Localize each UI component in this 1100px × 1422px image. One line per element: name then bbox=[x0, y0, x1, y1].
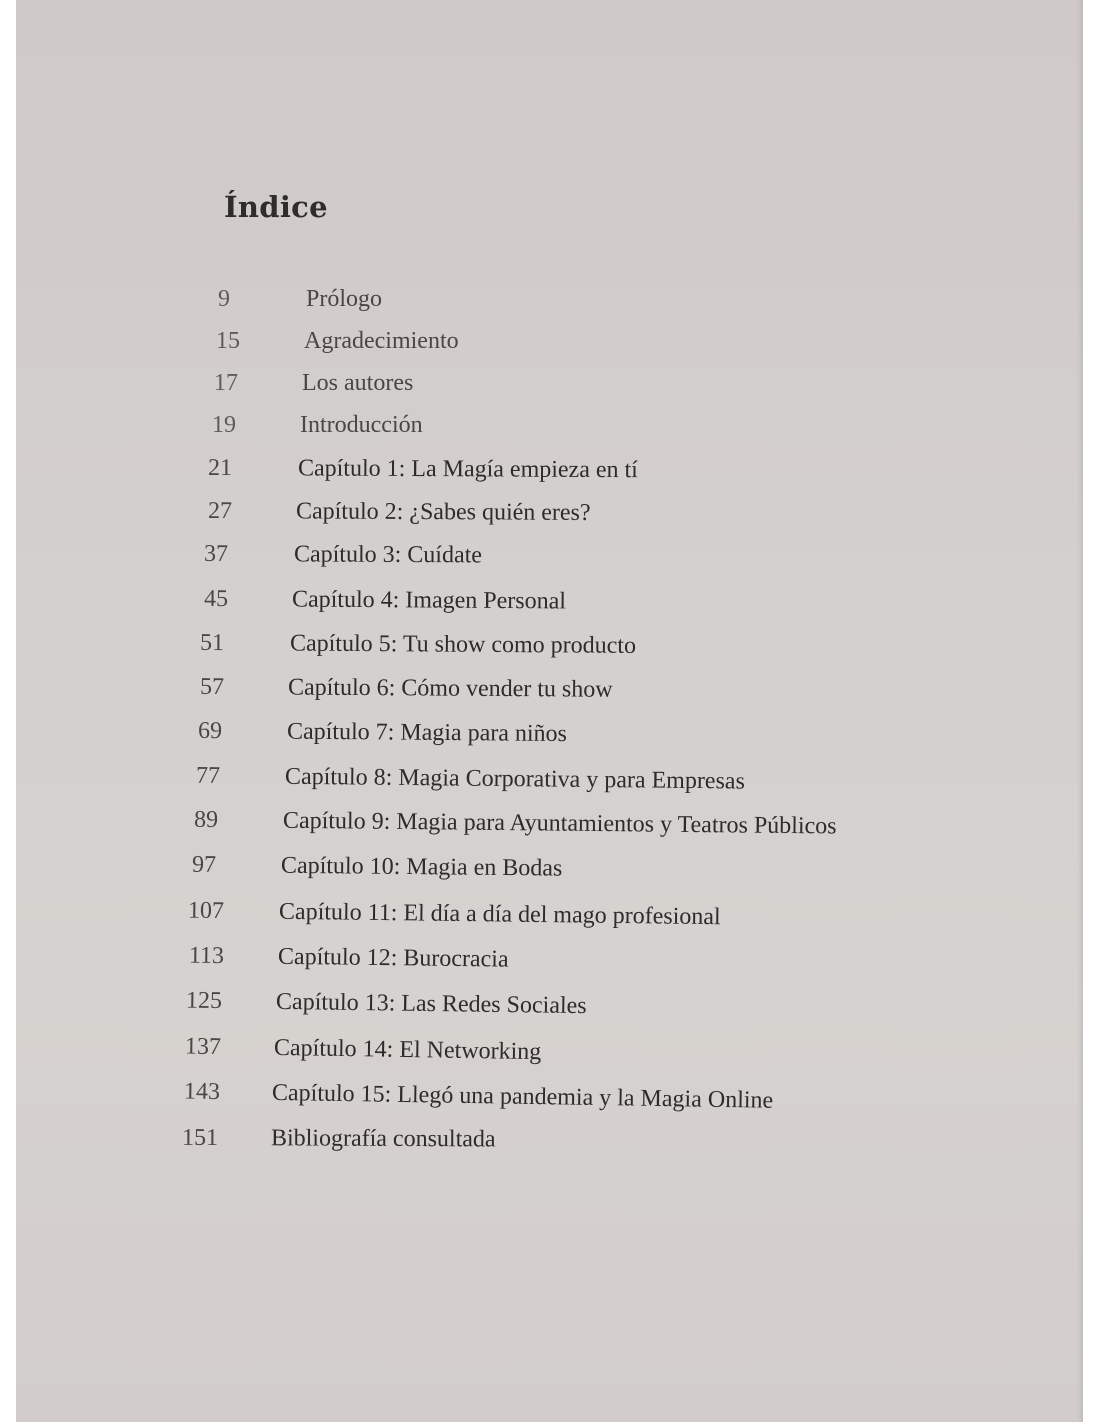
toc-entry bbox=[16, 712, 1083, 757]
toc-page-number: 37 bbox=[203, 540, 229, 568]
toc-page-number: 15 bbox=[216, 328, 240, 354]
toc-entry-title: Capítulo 1: La Magía empieza en tí bbox=[297, 455, 638, 484]
toc-page-number: 107 bbox=[187, 897, 225, 925]
toc-entry bbox=[16, 581, 1083, 624]
toc-entry bbox=[16, 536, 1083, 578]
toc-entry-title: Introducción bbox=[300, 412, 423, 438]
toc-entry-title: Capítulo 2: ¿Sabes quién eres? bbox=[295, 498, 591, 526]
toc-entry bbox=[16, 846, 1083, 893]
toc-entry-title: Capítulo 4: Imagen Personal bbox=[291, 586, 567, 615]
toc-entry bbox=[16, 408, 1083, 444]
toc-page-number: 97 bbox=[191, 851, 217, 878]
toc-page-number: 151 bbox=[181, 1124, 219, 1152]
toc-page-number: 57 bbox=[199, 673, 225, 701]
toc-page-number: 69 bbox=[197, 717, 223, 745]
toc-entry bbox=[16, 801, 1083, 848]
toc-entry bbox=[16, 669, 1083, 712]
toc-entry-title: Capítulo 9: Magia para Ayuntamientos y Teatros Públicos bbox=[282, 807, 837, 840]
toc-page-number: 45 bbox=[203, 585, 229, 613]
toc-page-number: 143 bbox=[183, 1078, 221, 1106]
toc-page-number: 9 bbox=[218, 286, 230, 312]
toc-entry-title: Capítulo 11: El día a día del mago profesional bbox=[278, 898, 721, 931]
toc-entry-title: Capítulo 5: Tu show como producto bbox=[289, 630, 637, 659]
toc-entry bbox=[16, 450, 1083, 492]
toc-entry-title: Capítulo 13: Las Redes Sociales bbox=[275, 988, 587, 1020]
toc-page-number: 27 bbox=[207, 497, 233, 525]
toc-entry-title: Agradecimiento bbox=[304, 328, 459, 354]
toc-entry bbox=[16, 324, 1083, 360]
toc-entry-title: Prólogo bbox=[306, 286, 383, 312]
toc-page-number: 125 bbox=[185, 987, 223, 1015]
toc-entry bbox=[16, 757, 1083, 804]
toc-entry-title: Capítulo 14: El Networking bbox=[273, 1034, 542, 1066]
toc-entry bbox=[16, 282, 1083, 318]
toc-entry-title: Capítulo 3: Cuídate bbox=[293, 541, 483, 569]
toc-entry bbox=[16, 1120, 1083, 1162]
toc-page-number: 19 bbox=[212, 412, 236, 438]
toc-entry bbox=[16, 625, 1083, 668]
toc-entry bbox=[16, 937, 1083, 986]
toc-entry-title: Los autores bbox=[302, 370, 414, 396]
toc-entry-title: Capítulo 10: Magia en Bodas bbox=[280, 852, 563, 882]
book-page bbox=[16, 0, 1083, 1422]
toc-entry bbox=[16, 1072, 1083, 1125]
toc-page-number: 89 bbox=[193, 806, 219, 834]
table-of-contents bbox=[16, 0, 1083, 1422]
toc-page-number: 137 bbox=[184, 1033, 222, 1061]
page-title: Índice bbox=[224, 190, 328, 224]
toc-entry bbox=[16, 892, 1083, 941]
toc-page-number: 113 bbox=[188, 942, 225, 970]
toc-entry bbox=[16, 1027, 1083, 1080]
toc-entry-title: Capítulo 12: Burocracia bbox=[277, 943, 509, 973]
toc-entry bbox=[16, 981, 1083, 1032]
toc-entry-title: Capítulo 6: Cómo vender tu show bbox=[287, 674, 613, 703]
toc-page-number: 21 bbox=[207, 454, 233, 482]
toc-entry-title: Bibliografía consultada bbox=[270, 1125, 496, 1153]
toc-entry bbox=[16, 366, 1083, 402]
toc-entry-title: Capítulo 7: Magia para niños bbox=[286, 718, 568, 748]
toc-entry bbox=[16, 493, 1083, 535]
toc-page-number: 17 bbox=[214, 370, 238, 396]
toc-entry-title: Capítulo 15: Llegó una pandemia y la Magia Online bbox=[271, 1079, 774, 1114]
toc-page-number: 51 bbox=[199, 629, 225, 657]
toc-page-number: 77 bbox=[195, 762, 221, 790]
toc-entry-title: Capítulo 8: Magia Corporativa y para Empresas bbox=[284, 763, 746, 795]
